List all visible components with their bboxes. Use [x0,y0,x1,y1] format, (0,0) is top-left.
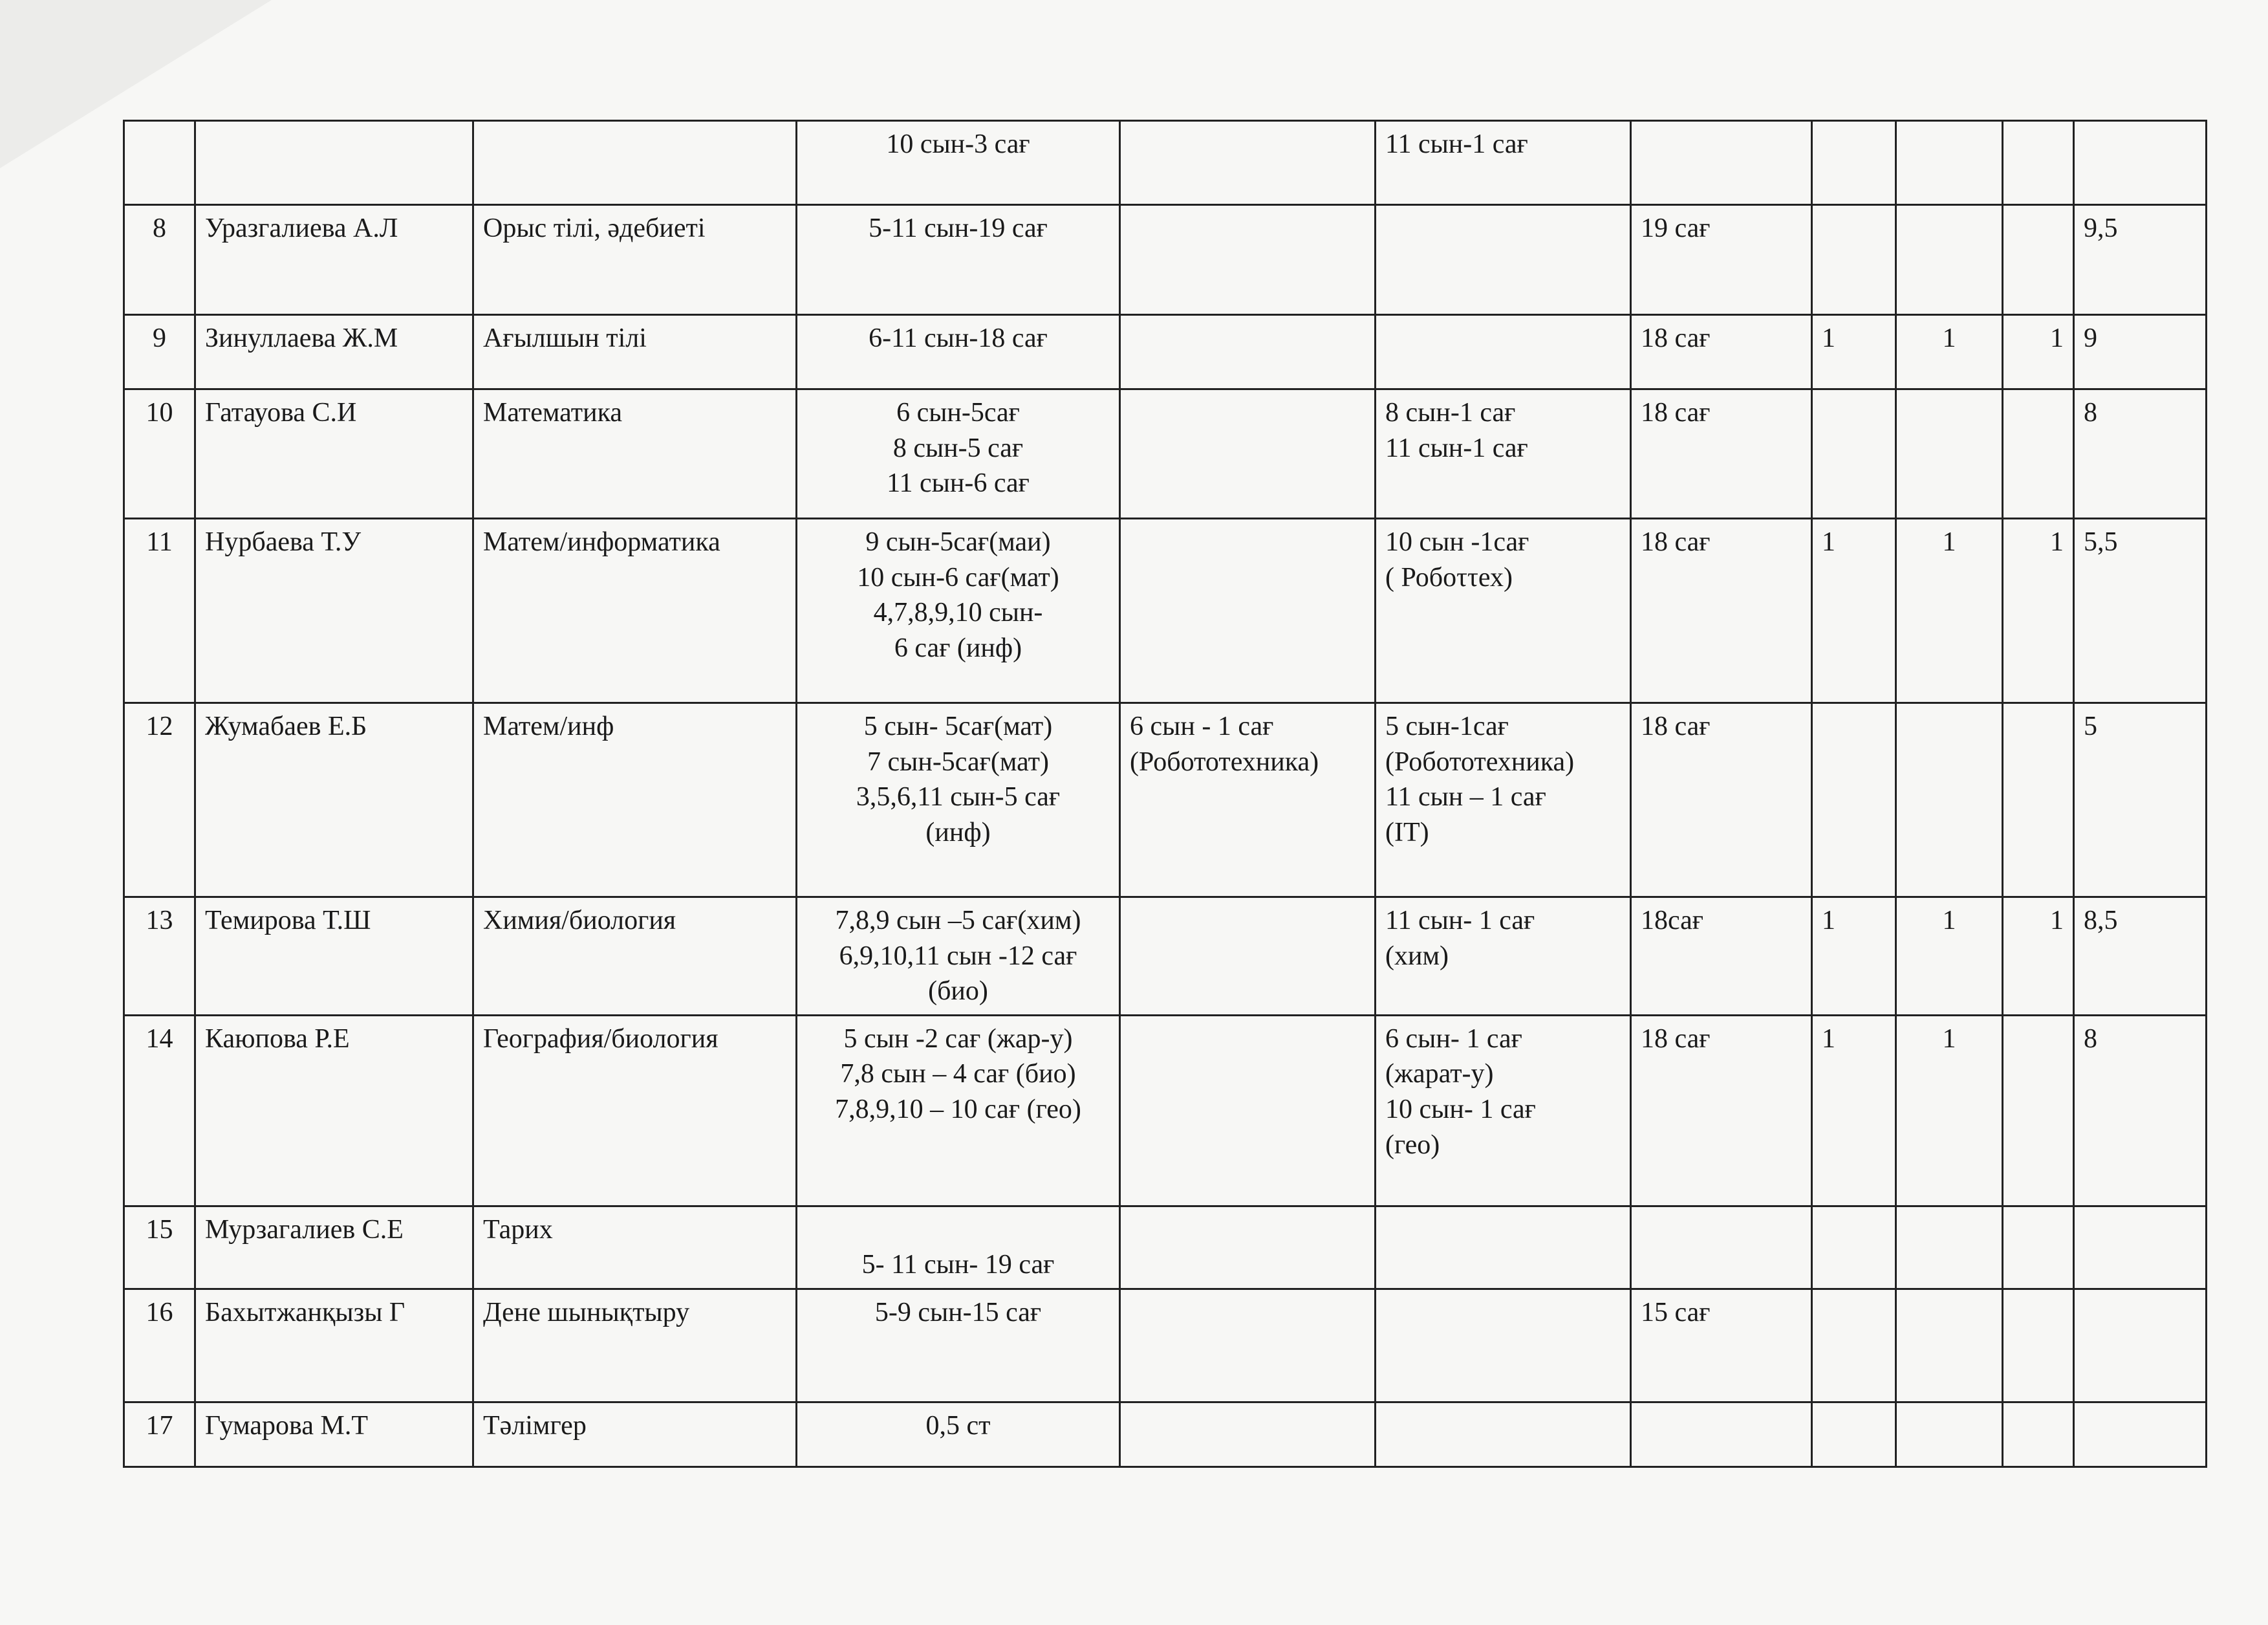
flag-c-cell: 1 [2003,897,2074,1016]
teacher-name-cell: Каюпова Р.Е [195,1015,473,1206]
subject-cell: Матем/информатика [473,519,797,703]
teacher-name-cell: Гатауова С.И [195,389,473,519]
elective-hours-cell [1376,1289,1631,1402]
class-hours-cell-line: 8 сын-5 сағ [892,433,1024,463]
elective-hours-cell-line: 11 сын-1 сағ [1385,433,1528,463]
elective-hours-cell-line: 5 сын-1сағ [1385,712,1509,741]
flag-c-cell [2003,205,2074,315]
flag-a-cell [1812,121,1896,205]
class-hours-cell-line: 5- 11 сын- 19 сағ [861,1250,1055,1280]
subject-cell: Матем/инф [473,703,797,897]
subject-cell [473,121,797,205]
subject-cell: Тарих [473,1206,797,1289]
class-hours-cell-line [806,1212,1110,1248]
flag-c-cell [2003,1206,2074,1289]
table-row [124,1402,2207,1467]
flag-b-cell [1896,389,2003,519]
class-hours-cell [797,1402,1120,1467]
total-hours-cell: 18 сағ [1631,519,1812,703]
row-number-cell: 15 [124,1206,195,1289]
row-number-cell: 14 [124,1015,195,1206]
flag-b-cell: 1 [1896,315,2003,389]
flag-b-cell [1896,205,2003,315]
flag-a-cell [1812,703,1896,897]
elective-hours-cell [1376,519,1631,703]
class-hours-cell-line: (био) [928,976,988,1007]
class-hours-cell-line: 6 сағ (инф) [894,633,1022,663]
flag-c-cell [2003,1015,2074,1206]
total-hours-cell: 18 сағ [1631,389,1812,519]
row-number-cell: 16 [124,1289,195,1402]
rate-cell [2074,1402,2207,1467]
subject-cell: Химия/биология [473,897,797,1016]
elective-hours-cell-line: (IT) [1385,817,1429,847]
elective-hours-cell-line: 10 сын -1сағ [1385,527,1529,557]
elective-hours-cell-line: (жарат-у) [1385,1059,1494,1089]
extra-hours-cell-line: (Робототехника) [1130,747,1319,777]
class-hours-cell [797,205,1120,315]
class-hours-cell-line: 5-11 сын-19 сағ [869,213,1048,243]
flag-b-cell [1896,1289,2003,1402]
elective-hours-cell-line: (Робототехника) [1385,747,1575,777]
teacher-load-table [123,120,2207,1468]
row-number-cell: 12 [124,703,195,897]
extra-hours-cell [1120,389,1376,519]
rate-cell: 5 [2074,703,2207,897]
flag-a-cell [1812,1402,1896,1467]
table-row [124,897,2207,1016]
extra-hours-cell [1120,703,1376,897]
table-row [124,1015,2207,1206]
row-number-cell [124,121,195,205]
class-hours-cell-line: 3,5,6,11 сын-5 сағ [856,782,1061,812]
elective-hours-cell-line: 11 сын-1 сағ [1385,129,1528,159]
class-hours-cell-line: 7,8,9,10 – 10 сағ (гео) [835,1094,1081,1124]
total-hours-cell: 18 сағ [1631,315,1812,389]
rate-cell: 8 [2074,389,2207,519]
extra-hours-cell [1120,897,1376,1016]
class-hours-cell [797,1289,1120,1402]
class-hours-cell-line: 6-11 сын-18 сағ [869,323,1048,353]
flag-b-cell: 1 [1896,1015,2003,1206]
rate-cell [2074,1289,2207,1402]
extra-hours-cell [1120,1289,1376,1402]
extra-hours-cell [1120,315,1376,389]
total-hours-cell: 19 сағ [1631,205,1812,315]
extra-hours-cell [1120,1206,1376,1289]
flag-c-cell [2003,389,2074,519]
class-hours-cell-line: 0,5 ст [925,1410,991,1441]
rate-cell: 8 [2074,1015,2207,1206]
elective-hours-cell [1376,897,1631,1016]
teacher-name-cell: Бахытжанқызы Г [195,1289,473,1402]
rate-cell [2074,121,2207,205]
subject-cell: Дене шынықтыру [473,1289,797,1402]
class-hours-cell-line: 4,7,8,9,10 сын- [873,598,1043,628]
subject-cell: Математика [473,389,797,519]
class-hours-cell-line: 6 сын-5сағ [896,398,1020,428]
flag-c-cell: 1 [2003,519,2074,703]
elective-hours-cell-line: (гео) [1385,1129,1440,1160]
row-number-cell: 10 [124,389,195,519]
flag-b-cell [1896,1402,2003,1467]
table-row [124,389,2207,519]
flag-a-cell: 1 [1812,1015,1896,1206]
flag-c-cell [2003,121,2074,205]
flag-b-cell [1896,1206,2003,1289]
flag-b-cell: 1 [1896,897,2003,1016]
class-hours-cell-line: 5-9 сын-15 сағ [874,1297,1042,1327]
flag-a-cell: 1 [1812,897,1896,1016]
table-row [124,1289,2207,1402]
class-hours-cell-line: 9 сын-5сағ(маи) [865,527,1051,557]
elective-hours-cell [1376,315,1631,389]
subject-cell: Тәлімгер [473,1402,797,1467]
elective-hours-cell-line: 8 сын-1 сағ [1385,398,1516,428]
extra-hours-cell [1120,205,1376,315]
class-hours-cell [797,519,1120,703]
elective-hours-cell-line: (хим) [1385,941,1449,971]
elective-hours-cell [1376,1015,1631,1206]
class-hours-cell-line: 5 сын -2 сағ (жар-у) [843,1023,1073,1054]
elective-hours-cell-line: 10 сын- 1 сағ [1385,1094,1536,1124]
elective-hours-cell-line: ( Робоττех) [1385,562,1513,593]
extra-hours-cell [1120,1015,1376,1206]
teacher-name-cell: Мурзагалиев С.Е [195,1206,473,1289]
flag-a-cell [1812,1206,1896,1289]
teacher-name-cell: Гумарова М.Т [195,1402,473,1467]
elective-hours-cell [1376,1206,1631,1289]
flag-a-cell [1812,389,1896,519]
extra-hours-cell [1120,1402,1376,1467]
teacher-name-cell: Зинуллаева Ж.М [195,315,473,389]
teacher-name-cell: Нурбаева Т.У [195,519,473,703]
class-hours-cell [797,1015,1120,1206]
total-hours-cell: 15 сағ [1631,1289,1812,1402]
elective-hours-cell-line: 6 сын- 1 сағ [1385,1023,1522,1054]
total-hours-cell [1631,121,1812,205]
flag-b-cell: 1 [1896,519,2003,703]
extra-hours-cell [1120,519,1376,703]
class-hours-cell [797,1206,1120,1289]
flag-c-cell: 1 [2003,315,2074,389]
elective-hours-cell-line: 11 сын – 1 сағ [1385,782,1546,812]
class-hours-cell-line: 7,8 сын – 4 сағ (био) [840,1059,1076,1089]
flag-c-cell [2003,1289,2074,1402]
class-hours-cell [797,389,1120,519]
total-hours-cell: 18 сағ [1631,703,1812,897]
rate-cell [2074,1206,2207,1289]
table-row [124,121,2207,205]
table-row [124,1206,2207,1289]
class-hours-cell-line: 5 сын- 5сағ(мат) [863,712,1053,741]
class-hours-cell-line: 7,8,9 сын –5 сағ(хим) [835,906,1081,935]
rate-cell: 8,5 [2074,897,2207,1016]
class-hours-cell-line: 6,9,10,11 сын -12 сағ [839,941,1077,971]
row-number-cell: 17 [124,1402,195,1467]
elective-hours-cell-line: 11 сын- 1 сағ [1385,906,1535,935]
subject-cell: Ағылшын тілі [473,315,797,389]
elective-hours-cell [1376,205,1631,315]
class-hours-cell-line: 10 сын-6 сағ(мат) [857,562,1059,593]
class-hours-cell [797,703,1120,897]
rate-cell: 5,5 [2074,519,2207,703]
teacher-name-cell [195,121,473,205]
table-row [124,205,2207,315]
elective-hours-cell [1376,1402,1631,1467]
flag-a-cell [1812,1289,1896,1402]
subject-cell: География/биология [473,1015,797,1206]
elective-hours-cell [1376,389,1631,519]
flag-c-cell [2003,1402,2074,1467]
class-hours-cell [797,315,1120,389]
extra-hours-cell [1120,121,1376,205]
row-number-cell: 11 [124,519,195,703]
flag-b-cell [1896,121,2003,205]
table-row [124,315,2207,389]
class-hours-cell [797,897,1120,1016]
teacher-name-cell: Жумабаев Е.Б [195,703,473,897]
teacher-name-cell: Темирова Т.Ш [195,897,473,1016]
extra-hours-cell-line: 6 сын - 1 сағ [1130,712,1274,741]
class-hours-cell [797,121,1120,205]
rate-cell: 9,5 [2074,205,2207,315]
elective-hours-cell [1376,703,1631,897]
row-number-cell: 13 [124,897,195,1016]
class-hours-cell-line: 7 сын-5сағ(мат) [867,747,1050,777]
class-hours-cell-line: (инф) [925,817,991,847]
total-hours-cell: 18 сағ [1631,1015,1812,1206]
teacher-name-cell: Уразгалиева А.Л [195,205,473,315]
rate-cell: 9 [2074,315,2207,389]
table-row [124,519,2207,703]
total-hours-cell [1631,1402,1812,1467]
flag-c-cell [2003,703,2074,897]
total-hours-cell [1631,1206,1812,1289]
flag-b-cell [1896,703,2003,897]
flag-a-cell: 1 [1812,315,1896,389]
row-number-cell: 8 [124,205,195,315]
total-hours-cell: 18сағ [1631,897,1812,1016]
elective-hours-cell [1376,121,1631,205]
subject-cell: Орыс тілі, әдебиеті [473,205,797,315]
flag-a-cell [1812,205,1896,315]
flag-a-cell: 1 [1812,519,1896,703]
table-row [124,703,2207,897]
class-hours-cell-line: 11 сын-6 сағ [887,468,1030,499]
class-hours-cell-line: 10 сын-3 сағ [886,129,1030,159]
row-number-cell: 9 [124,315,195,389]
